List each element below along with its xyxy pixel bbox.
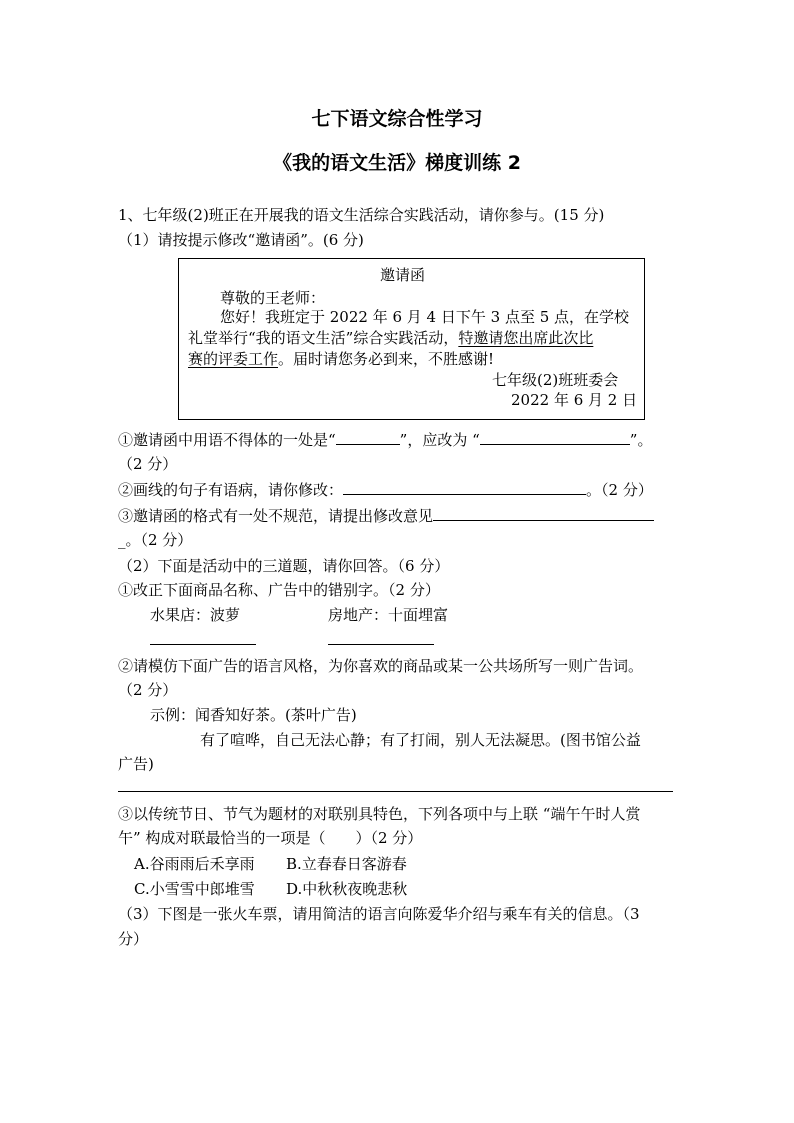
answer-line[interactable] [118,791,673,792]
letter-body-line-3: 赛的评委工作。届时请您务必到来，不胜感谢! [188,350,495,368]
subquestion-2: （2）下面是活动中的三道题，请你回答。（6 分） [118,557,450,575]
item-2-1-fruit-shop: 水果店：波萝 [150,606,241,624]
example-2: 有了喧哗，自己无法心静；有了打闹，别人无法凝思。(图书馆公益 [200,731,641,749]
item-2-3-continued: 午” 构成对联最恰当的一项是（ ）（2 分） [118,829,423,847]
question-1-stem: 1、七年级(2)班正在开展我的语文生活综合实践活动，请你参与。(15 分) [118,206,605,224]
item-2-3: ③以传统节日、节气为题材的对联别具特色，下列各项中与上联 “端午午时人赏 [118,805,641,823]
item-1-3: ③邀请函的格式有一处不规范，请提出修改意见 [118,506,654,526]
letter-date: 2022 年 6 月 2 日 [511,391,638,409]
subquestion-3-continued: 分） [118,930,149,948]
answer-blank[interactable] [336,430,400,445]
letter-signer: 七年级(2)班班委会 [492,371,619,389]
item-1-3-continued: _。（2 分） [118,531,193,549]
answer-blank[interactable] [343,480,586,495]
item-2-2: ②请模仿下面广告的语言风格，为你喜欢的商品或某一公共场所写一则广告词。 [118,657,644,675]
answer-blank[interactable] [433,506,654,521]
item-1-1-score: （2 分） [118,455,178,473]
answer-blank[interactable] [150,630,256,645]
option-a: A.谷雨雨后禾享雨 [134,855,255,873]
item-2-2-score: （2 分） [118,681,178,699]
page-subtitle: 《我的语文生活》梯度训练 2 [273,152,521,174]
option-c: C.小雪雪中郎堆雪 [134,880,255,898]
item-2-1: ①改正下面商品名称、广告中的错别字。（2 分） [118,581,440,599]
example-1: 示例：闻香知好茶。(茶叶广告) [150,706,357,724]
option-b: B.立春春日客游春 [286,855,407,873]
subquestion-3: （3）下图是一张火车票，请用简洁的语言向陈爱华介绍与乘车有关的信息。（3 [118,905,640,923]
letter-body-line-1: 您好！我班定于 2022 年 6 月 4 日下午 3 点至 5 点，在学校 [220,308,630,326]
item-1-1: ①邀请函中用语不得体的一处是“ ”，应改为 “ ”。 [118,431,653,449]
answer-blank[interactable] [328,630,434,645]
page-title: 七下语文综合性学习 [311,108,483,130]
underlined-sentence-part-1: 特邀请您出席此次比 [458,329,594,347]
letter-salutation: 尊敬的王老师： [220,289,326,307]
letter-heading: 邀请函 [380,266,426,284]
subquestion-1: （1）请按提示修改“邀请函”。(6 分) [118,231,364,249]
answer-blank[interactable] [480,430,630,445]
option-d: D.中秋秋夜晚悲秋 [286,880,408,898]
underlined-sentence-part-2: 赛的评委工作 [188,350,279,368]
example-2-continued: 广告) [118,755,154,773]
item-2-1-real-estate: 房地产：十面埋富 [328,606,449,624]
item-1-2: ②画线的句子有语病，请你修改： 。（2 分） [118,481,653,499]
letter-body-line-2: 礼堂举行“我的语文生活”综合实践活动，特邀请您出席此次比 [188,329,594,347]
